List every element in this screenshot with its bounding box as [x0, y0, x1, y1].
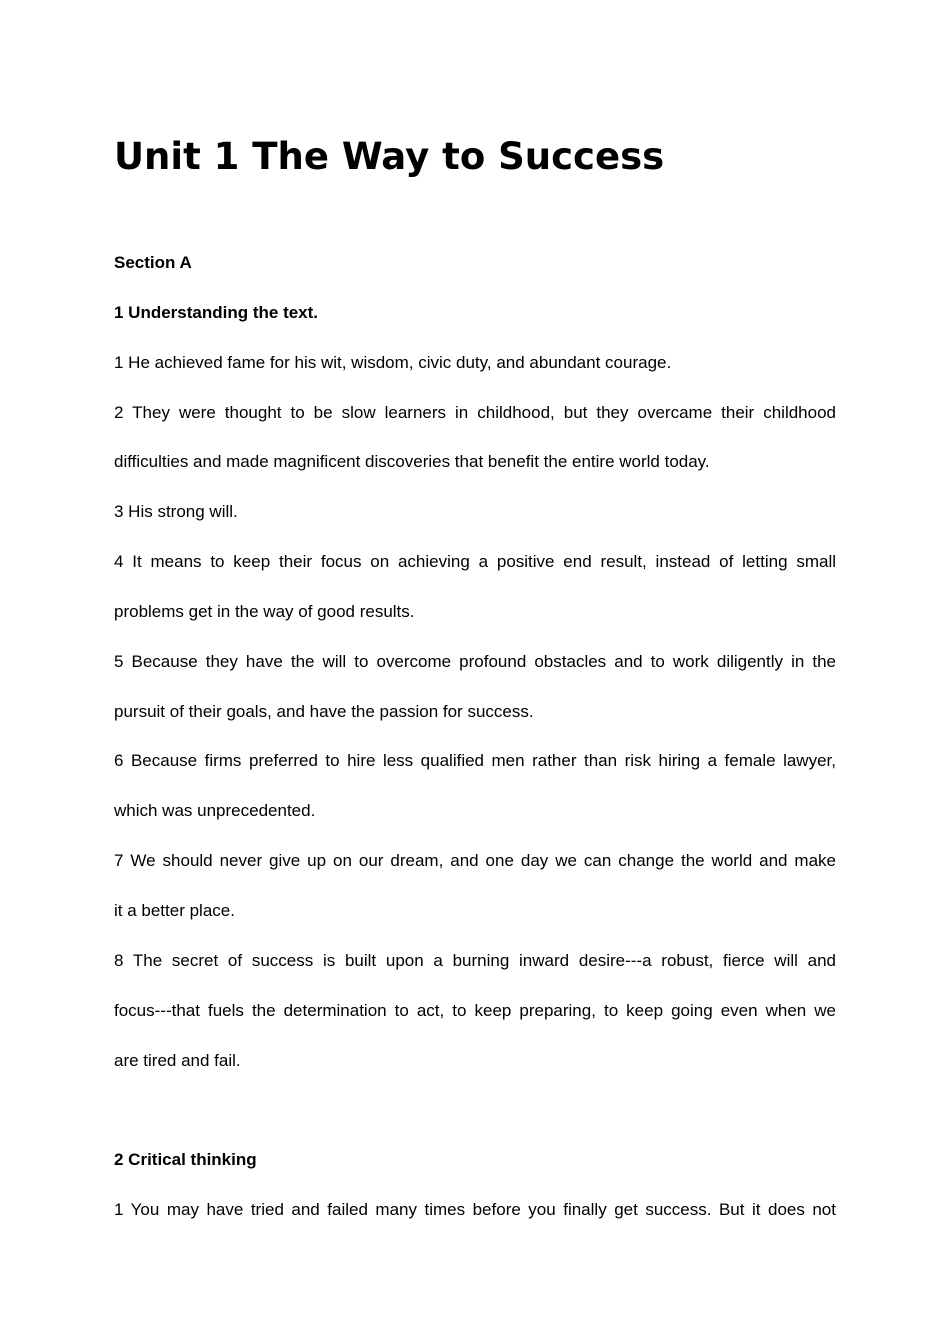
answer-line-5-cont: pursuit of their goals, and have the passion for success. [114, 701, 534, 721]
answer-line-8-cont: focus---that fuels the determination to act, to keep preparing, to keep going even when we [114, 1000, 836, 1020]
answer-line-4: 4 It means to keep their focus on achieving a positive end result, instead of letting small [114, 552, 836, 572]
answer-line-8-end: are tired and fail. [114, 1050, 241, 1070]
paragraph-spacer [114, 1085, 836, 1135]
document-title: Unit 1 The Way to Success [114, 135, 665, 178]
answer-line-4-cont: problems get in the way of good results. [114, 601, 415, 621]
answer-line-2: 2 They were thought to be slow learners in childhood, but they overcame their childhood [114, 402, 836, 422]
answer-line-7: 7 We should never give up on our dream, and one day we can change the world and make [114, 851, 836, 871]
section-a-heading: Section A [114, 253, 192, 272]
answer-line-6: 6 Because firms preferred to hire less qualified men rather than risk hiring a female lawyer, [114, 751, 836, 771]
document-body [114, 238, 836, 1235]
answer-line-3: 3 His strong will. [114, 502, 238, 522]
understanding-text-heading: 1 Understanding the text. [114, 302, 319, 322]
answer-line-1: 1 He achieved fame for his wit, wisdom, civic duty, and abundant courage. [114, 352, 672, 372]
answer-line-5: 5 Because they have the will to overcome profound obstacles and to work diligently in the [114, 651, 836, 671]
answer-line-7-cont: it a better place. [114, 900, 235, 920]
critical-thinking-heading: 2 Critical thinking [114, 1150, 257, 1170]
answer-line-8: 8 The secret of success is built upon a burning inward desire---a robust, fierce will and [114, 950, 836, 970]
critical-line-1: 1 You may have tried and failed many times before you finally get success. But it does not [114, 1200, 836, 1220]
answer-line-2-cont: difficulties and made magnificent discoveries that benefit the entire world today. [114, 452, 710, 472]
answer-line-6-cont: which was unprecedented. [114, 801, 316, 821]
